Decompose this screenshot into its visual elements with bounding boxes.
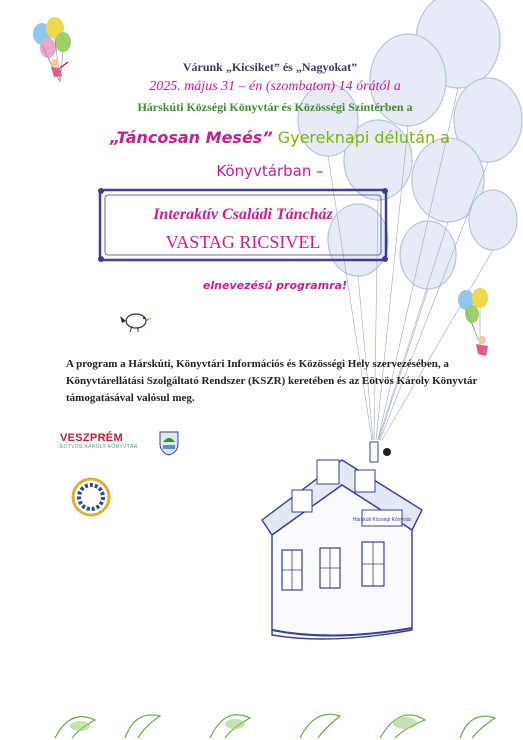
crest-icon [158,430,180,456]
kszr-logo [66,472,116,522]
small-balloons-icon [452,288,502,358]
event-subtitle: Gyereknapi délután a [277,128,451,147]
veszprem-logo [60,432,160,450]
logo-name: VESZPRÉM [60,432,123,444]
poster-venue-line: Hárskúti Községi Könyvtár és Közösségi Színtérben a [137,100,413,114]
logo-subtitle: EÖTVÖS KÁROLY KÖNYVTÁR [60,444,138,450]
poster-line-1: Várunk „Kicsiket” és „Nagyokat” [182,60,358,74]
house-sign: Hárskúti Községi Könyvtár [352,517,412,523]
program-description: A program a Hárskúti, Könyvtári Információs és Közösségi Hely szervezésében, a Könyvtárellátási Szolgáltató Rendszer (KSZR) keretében és az Eötvös Károly Könyvtár támogatásával valósul meg. [66,358,478,404]
poster-title-line [70,128,490,147]
poster-line-5: Könyvtárban – [216,162,324,180]
frame-title: Interaktív Családi Táncház [153,206,333,223]
leaf-border [0,698,523,740]
house-illustration [222,430,452,650]
program-line: elnevezésű programra! [202,279,348,292]
event-title: „Táncosan Mesés” [109,128,273,147]
child-icon [46,58,70,80]
frame-performer: VASTAG RICSIVEL [165,232,321,252]
bird-icon [118,306,154,334]
poster-date-line: 2025. május 31 – én (szombaton) 14 órától a [149,79,401,94]
